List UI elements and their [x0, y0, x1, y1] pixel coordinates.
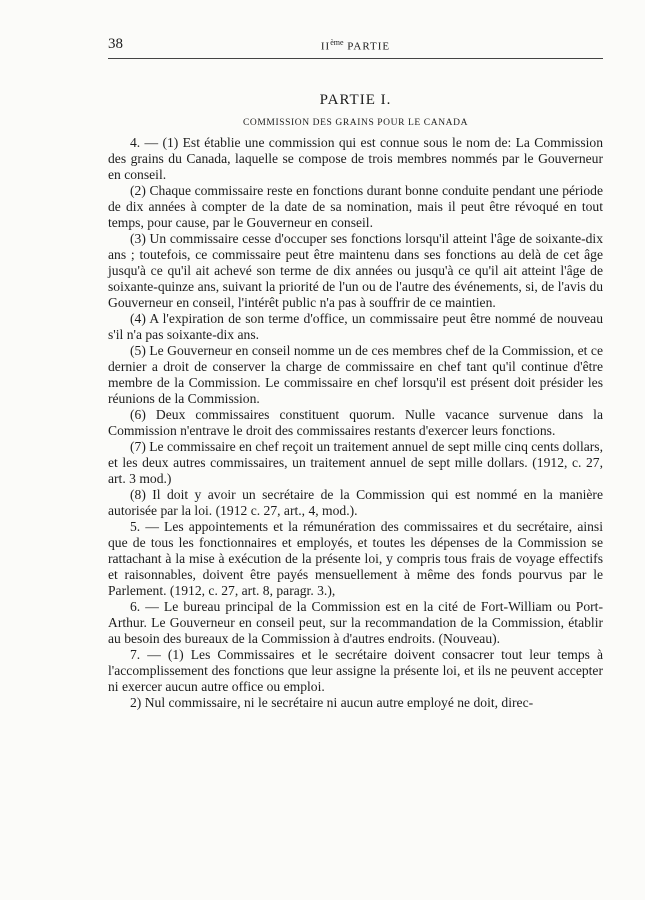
- section-subtitle: COMMISSION DES GRAINS POUR LE CANADA: [242, 118, 469, 128]
- paragraph: (3) Un commissaire cesse d'occuper ses fonctions lorsqu'il atteint l'âge de soixante-dix ans ; toutefois, ce commissaire peut être maintenu dans ses fonctions au delà de cet âge jusqu'à ce qu'il ait achevé son terme de dix années ou jusqu'à ce qu'il ait atteint l'âge de soixante-quinze ans, suivant la priorité de l'un ou de l'autre des événements, si, de l'avis du Gouverneur en conseil, l'intérêt public n'a pas à souffrir de ce maintien.: [108, 231, 603, 310]
- header-rule: [108, 58, 603, 59]
- paragraph: (5) Le Gouverneur en conseil nomme un de ces membres chef de la Commission, et ce dernier a droit de conserver la charge de commissaire en chef tant qu'il continue d'être membre de la Commission. Le commissaire en chef lorsqu'il est présent doit présider les réunions de la Commission.: [108, 343, 603, 406]
- paragraph: (7) Le commissaire en chef reçoit un traitement annuel de sept mille cinq cents dollars, et les deux autres commissaires, un traitement annuel de sept mille dollars. (1912, c. 27, art. 3 mod.): [108, 439, 603, 486]
- paragraph: 4. — (1) Est établie une commission qui est connue sous le nom de: La Commission des grains du Canada, laquelle se compose de trois membres nommés par le Gouverneur en conseil.: [108, 135, 603, 182]
- paragraph: (4) A l'expiration de son terme d'office, un commissaire peut être nommé de nouveau s'il n'a pas soixante-dix ans.: [108, 311, 603, 342]
- page-header: [108, 36, 603, 58]
- page-number: 38: [108, 36, 123, 52]
- paragraph: (6) Deux commissaires constituent quorum. Nulle vacance survenue dans la Commission n'entrave le droit des commissaires restants d'exercer leurs fonctions.: [108, 407, 603, 438]
- paragraph: 2) Nul commissaire, ni le secrétaire ni aucun autre employé ne doit, direc-: [130, 695, 534, 710]
- paragraph: 5. — Les appointements et la rémunération des commissaires et du secrétaire, ainsi que de tous les fonctionnaires et employés, et toutes les dépenses de la Commission se rattachant à la mise à exécution de la présente loi, y compris tous frais de voyage effectifs et raisonnables, doivent être payés mensuellement à même des fonds pourvus par le Parlement. (1912, c. 27, art. 8, paragr. 3.),: [108, 519, 603, 598]
- running-head-word: PARTIE: [347, 40, 391, 53]
- paragraph: (2) Chaque commissaire reste en fonctions durant bonne conduite pendant une période de dix années à compter de la date de sa nomination, mais il peut être révoqué en tout temps, pour cause, par le Gouverneur en conseil.: [108, 183, 603, 230]
- paragraph: (8) Il doit y avoir un secrétaire de la Commission qui est nommé en la manière autorisée par la loi. (1912 c. 27, art., 4, mod.).: [108, 487, 603, 518]
- part-title: PARTIE I.: [319, 92, 392, 108]
- running-head-prefix: II: [320, 40, 331, 53]
- running-head-superscript: ème: [330, 38, 344, 47]
- paragraph: 6. — Le bureau principal de la Commission est en la cité de Fort-William ou Port-Arthur. Le Gouverneur en conseil peut, sur la recommandation de la Commission, établir au besoin des bureaux de la Commission à d'autres endroits. (Nouveau).: [108, 599, 603, 646]
- running-head: [108, 38, 603, 53]
- paragraph: 7. — (1) Les Commissaires et le secrétaire doivent consacrer tout leur temps à l'accomplissement des fonctions que leur assigne la présente loi, et ils ne peuvent accepter ni exercer aucun autre office ou emploi.: [108, 647, 603, 694]
- body-text: [108, 135, 603, 711]
